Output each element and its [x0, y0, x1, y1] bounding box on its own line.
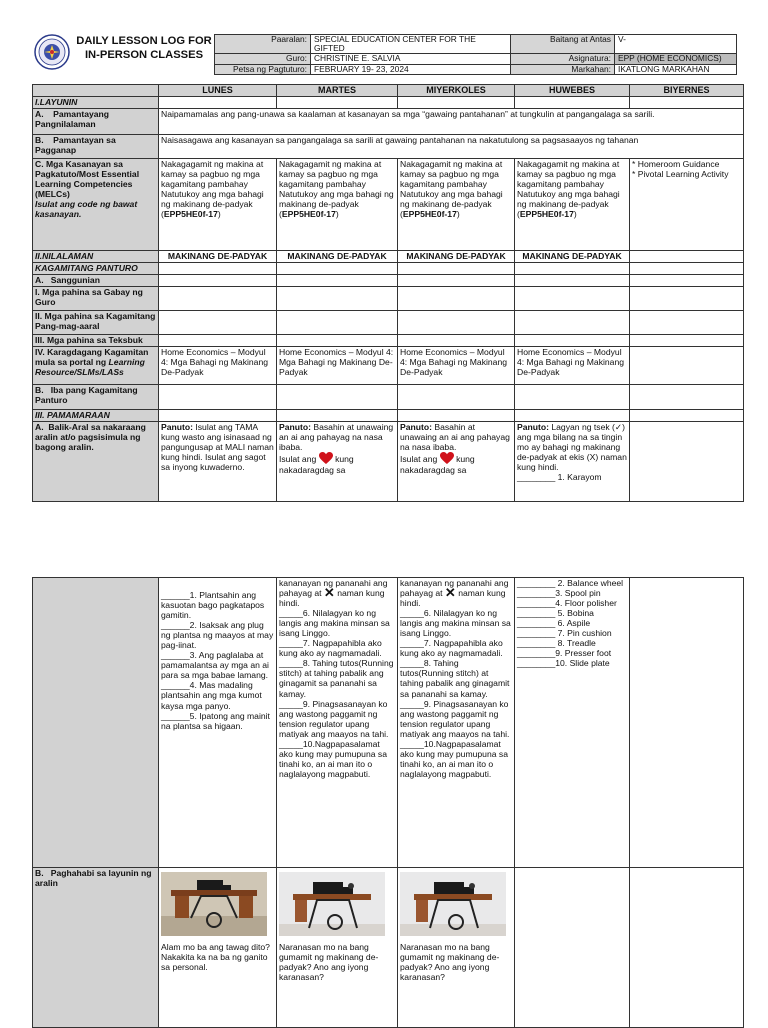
day-header-martes: MARTES	[277, 85, 398, 97]
quarter-label: Markahan:	[511, 64, 615, 74]
day-header-lunes: LUNES	[159, 85, 277, 97]
deped-seal-icon	[34, 34, 70, 70]
document-title: DAILY LESSON LOG FOR IN-PERSON CLASSES	[76, 35, 212, 61]
day-header-huwebes: HUWEBES	[515, 85, 630, 97]
sewing-machine-photo	[400, 872, 506, 936]
teacher-label: Guro:	[215, 54, 311, 64]
balik-aral-martes: Panuto: Basahin at unawaing an ai ang pahayag na nasa ibaba. Isulat ang kung nakadaragdag sa	[277, 422, 398, 502]
melc-martes: Nakagagamit ng makina at kamay sa pagbuo ng mga kagamitang pambahay Natutukoy ang mga bahagi ng makinang de-padyak (EPP5HE0f-17)	[277, 159, 398, 251]
karagdagang-huwebes: Home Economics – Modyul 4: Mga Bahagi ng Makinang De-Padyak	[515, 347, 630, 385]
sewing-machine-photo	[279, 872, 385, 936]
date-label: Petsa ng Pagtuturo:	[215, 64, 311, 74]
lesson-log-table-page1	[32, 84, 744, 502]
pamantayang-pangnilalaman-value: Naipamamalas ang pang-unawa sa kaalaman at kasanayan sa mga “gawaing pantahanan” at tungkulin at pangangalaga sa sarili.	[159, 109, 744, 135]
continuation-label	[33, 578, 159, 868]
section-pamamaraan: III. PAMAMARAAN	[33, 410, 159, 422]
nilalaman-lunes: MAKINANG DE-PADYAK	[159, 251, 277, 263]
heart-icon	[440, 452, 454, 465]
melc-biyernes: * Homeroom Guidance * Pivotal Learning Activity	[630, 159, 744, 251]
melc-miyerkoles: Nakagagamit ng makina at kamay sa pagbuo ng mga kagamitang pambahay Natutukoy ang mga bahagi ng makinang de-padyak (EPP5HE0f-17)	[398, 159, 515, 251]
row-label-pamantayan-sa-pagganap: B. Pamantayan sa Pagganap	[33, 135, 159, 159]
school-label: Paaralan:	[215, 35, 311, 54]
row-label-kagamitang-mag-aaral: II. Mga pahina sa Kagamitang Pang-mag-aaral	[33, 311, 159, 335]
row-label-iba-pang-kagamitan: B. Iba pang Kagamitang Panturo	[33, 385, 159, 410]
header-fields-table	[214, 34, 737, 75]
quarter-value: IKATLONG MARKAHAN	[615, 64, 737, 74]
balik-aral-lunes: Panuto: Isulat ang TAMA kung wasto ang isinasaad ng pangungusap at MALI naman kung hindi. Isulat ang sagot sa inyong kuwaderno.	[159, 422, 277, 502]
miyerkoles-items: kananayan ng pananahi ang pahayag at ✕ naman kung hindi. _____6. Nilalagyan ko ng langis ang makina minsan sa isang Linggo. _____7. Nagpapahibla ako kung ako ay nagmamadali. _____8. Tahing tutos(Running stitch) at tahing pabalik ang ginagamit sa pananahi sa kamay. _____9. Pinagsasanayan ko ang wastong paggamit ng tension regulator upang matiyak ang maayos na tahi. _____10.Nagpapasalamat ako kung may pumupuna sa tinahi ko, an ai man ito o naglalayong magpabuti.	[398, 578, 515, 868]
paghahabi-martes: Naranasan mo na bang gumamit ng makinang de-padyak? Ano ang iyong karanasan?	[277, 868, 398, 1028]
date-value: FEBRUARY 19- 23, 2024	[311, 64, 511, 74]
row-label-melc: C. Mga Kasanayan sa Pagkatuto/Most Essential Learning Competencies (MELCs) Isulat ang code ng bawat kasanayan.	[33, 159, 159, 251]
huwebes-items: ________ 2. Balance wheel ________3. Spool pin ________4. Floor polisher ________ 5. Bobina ________ 6. Aspile ________ 7. Pin cushion ________ 8. Treadle ________9. Presser foot ________10. Slide plate	[515, 578, 630, 868]
karagdagang-lunes: Home Economics – Modyul 4: Mga Bahagi ng Makinang De-Padyak	[159, 347, 277, 385]
section-nilalaman: II.NILALAMAN	[33, 251, 159, 263]
melc-huwebes: Nakagagamit ng makina at kamay sa pagbuo ng mga kagamitang pambahay Natutukoy ang mga bahagi ng makinang de-padyak (EPP5HE0f-17)	[515, 159, 630, 251]
grade-label: Baitang at Antas	[511, 35, 615, 54]
lunes-items: ______1. Plantsahin ang kasuotan bago pagkatapos gamitin. ______2. Isaksak ang plug ng plantsa ng maayos at may pag-iinat. ______3. Ang paglalaba at pamamalantsa ay mga an ai para sa mga babae lamang. ______4. Mas madaling plantsahin ang mga kumot kaysa mga panyo. ______5. Ipatong ang mainit na plantsa sa higaan.	[159, 578, 277, 868]
nilalaman-huwebes: MAKINANG DE-PADYAK	[515, 251, 630, 263]
paghahabi-lunes: Alam mo ba ang tawag dito? Nakakita ka na ba ng ganito sa personal.	[159, 868, 277, 1028]
paghahabi-miyerkoles: Naranasan mo na bang gumamit ng makinang de-padyak? Ano ang iyong karanasan?	[398, 868, 515, 1028]
sewing-machine-photo	[161, 872, 267, 936]
row-label-gabay-ng-guro: I. Mga pahina sa Gabay ng Guro	[33, 287, 159, 311]
school-value: SPECIAL EDUCATION CENTER FOR THE GIFTED	[311, 35, 511, 54]
pamantayan-sa-pagganap-value: Naisasagawa ang kasanayan sa pangangalaga sa sarili at gawaing pantahanan na nakatutulong sa pagsasaayos ng tahanan	[159, 135, 744, 159]
melc-lunes: Nakagagamit ng makina at kamay sa pagbuo ng mga kagamitang pambahay Natutukoy ang mga bahagi ng makinang de-padyak (EPP5HE0f-17)	[159, 159, 277, 251]
day-header-biyernes: BIYERNES	[630, 85, 744, 97]
nilalaman-miyerkoles: MAKINANG DE-PADYAK	[398, 251, 515, 263]
teacher-value: CHRISTINE E. SALVIA	[311, 54, 511, 64]
row-label-pamantayang-pangnilalaman: A. Pamantayang Pangnilalaman	[33, 109, 159, 135]
grade-value: V-	[615, 35, 737, 54]
day-header-miyerkoles: MIYERKOLES	[398, 85, 515, 97]
balik-aral-huwebes: Panuto: Lagyan ng tsek (✓) ang mga bilang na sa tingin mo ay bahagi ng makinang de-padyak at ekis (X) naman kung hindi. ________ 1. Karayom	[515, 422, 630, 502]
row-label-balik-aral: A. Balik-Aral sa nakaraang aralin at/o pagsisimula ng bagong aralin.	[33, 422, 159, 502]
x-mark-icon: ✕	[444, 585, 456, 601]
row-label-sanggunian: A. Sanggunian	[33, 275, 159, 287]
row-label-teksbuk: III. Mga pahina sa Teksbuk	[33, 335, 159, 347]
row-label-karagdagang-kagamitan: IV. Karagdagang Kagamitan mula sa portal ng Learning Resource/SLMs/LASs	[33, 347, 159, 385]
karagdagang-martes: Home Economics – Modyul 4: Mga Bahagi ng Makinang De-Padyak	[277, 347, 398, 385]
heart-icon	[319, 452, 333, 465]
section-layunin: I.LAYUNIN	[33, 97, 159, 109]
section-kagamitang-panturo: KAGAMITANG PANTURO	[33, 263, 159, 275]
subject-label: Asignatura:	[511, 54, 615, 64]
nilalaman-martes: MAKINANG DE-PADYAK	[277, 251, 398, 263]
subject-value: EPP (HOME ECONOMICS)	[615, 54, 737, 64]
lesson-log-table-page2	[32, 577, 744, 1028]
balik-aral-miyerkoles: Panuto: Basahin at unawaing an ai ang pahayag na nasa ibaba. Isulat ang kung nakadaragdag sa	[398, 422, 515, 502]
karagdagang-miyerkoles: Home Economics – Modyul 4: Mga Bahagi ng Makinang De-Padyak	[398, 347, 515, 385]
x-mark-icon: ✕	[323, 585, 335, 601]
corner-cell	[33, 85, 159, 97]
row-label-paghahabi: B. Paghahabi sa layunin ng aralin	[33, 868, 159, 1028]
martes-items: kananayan ng pananahi ang pahayag at ✕ naman kung hindi. _____6. Nilalagyan ko ng langis ang makina minsan sa isang Linggo. _____7. Nagpapahibla ako kung ako ay nagmamadali. _____8. Tahing tutos(Running stitch) at tahing pabalik ang ginagamit sa pananahi sa kamay. _____9. Pinagsasanayan ko ang wastong paggamit ng tension regulator upang matiyak ang maayos na tahi. _____10.Nagpapasalamat ako kung may pumupuna sa tinahi ko, an ai man ito o naglalayong magpabuti.	[277, 578, 398, 868]
